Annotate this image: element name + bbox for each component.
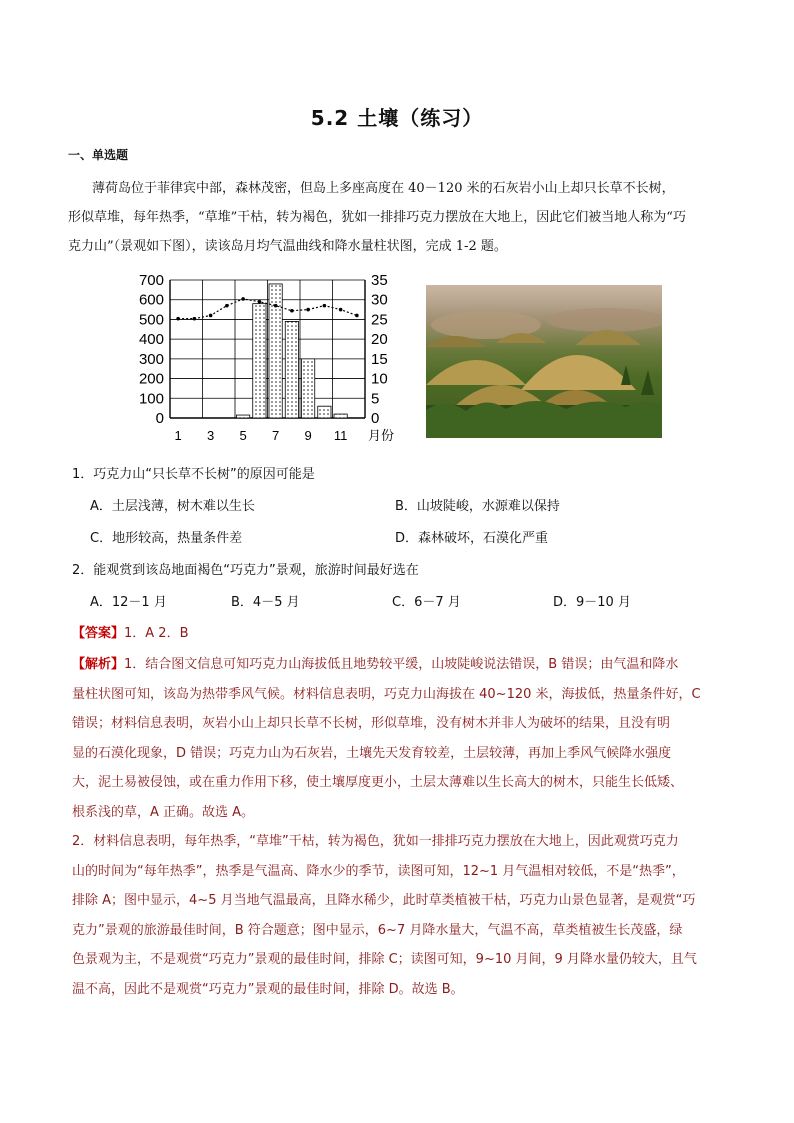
analysis-line: 根系浅的草，A 正确。故选 A。 bbox=[72, 804, 255, 820]
q2-option-b: B．4－5 月 bbox=[231, 595, 300, 610]
precipitation-bar bbox=[237, 415, 250, 418]
analysis-line: 排除 A；图中显示，4~5 月当地气温最高，且降水稀少，此时草类植被干枯，巧克力山景色显著，是观赏“巧 bbox=[72, 893, 696, 908]
analysis-line: 1．结合图文信息可知巧克力山海拔低且地势较平缓，山坡陡峻说法错误，B 错误；由气温和降水 bbox=[124, 657, 679, 672]
q2-option-a: A．12－1 月 bbox=[90, 595, 167, 610]
month-tick-label: 1 bbox=[174, 428, 182, 443]
precip-tick-label: 200 bbox=[138, 370, 164, 388]
question-1-stem: 1．巧克力山“只长草不长树”的原因可能是 bbox=[72, 467, 315, 482]
answer-text: 1．A 2．B bbox=[124, 626, 189, 641]
temperature-point bbox=[290, 309, 294, 313]
precip-tick-label: 400 bbox=[138, 331, 164, 349]
analysis-q2 bbox=[72, 827, 736, 1004]
analysis-line: 2．材料信息表明，每年热季，“草堆”干枯，转为褐色，犹如一排排巧克力摆放在大地上，因此观赏巧克力 bbox=[72, 834, 679, 849]
analysis-line: 温不高，因此不是观赏“巧克力”景观的最佳时间，排除 D。故选 B。 bbox=[72, 981, 464, 997]
precipitation-bar bbox=[302, 359, 315, 418]
temp-tick-label: 5 bbox=[371, 390, 380, 408]
precip-tick-label: 500 bbox=[138, 311, 164, 329]
temperature-point bbox=[355, 314, 359, 318]
analysis-line: 色景观为主，不是观赏“巧克力”景观的最佳时间，排除 C；读图可知，9~10 月间，9 月降水量仍较大，且气 bbox=[72, 952, 697, 967]
temperature-point bbox=[306, 308, 310, 312]
analysis-line: 山的时间为“每年热季”，热季是气温高、降水少的季节，读图可知，12~1 月气温相对较低，不是“热季”， bbox=[72, 863, 685, 879]
q1-option-a: A．土层浅薄，树木难以生长 bbox=[90, 499, 255, 514]
q1-option-b: B．山坡陡峻，水源难以保持 bbox=[395, 499, 560, 514]
month-tick-label: 5 bbox=[239, 428, 247, 443]
temp-tick-label: 35 bbox=[371, 272, 388, 289]
passage bbox=[68, 174, 712, 261]
q1-option-d: D．森林破坏，石漠化严重 bbox=[395, 531, 549, 546]
climate-chart bbox=[130, 268, 410, 450]
analysis-tag: 【解析】 bbox=[72, 657, 125, 672]
month-tick-label: 9 bbox=[304, 428, 312, 443]
month-tick-label: 11 bbox=[333, 428, 348, 443]
temperature-point bbox=[225, 304, 229, 308]
temp-tick-label: 10 bbox=[371, 370, 388, 388]
question-2-stem: 2．能观赏到该岛地面褐色“巧克力”景观，旅游时间最好选在 bbox=[72, 563, 419, 578]
q2-option-d: D．9－10 月 bbox=[553, 595, 631, 610]
temperature-point bbox=[193, 317, 197, 321]
precip-tick-label: 100 bbox=[138, 390, 164, 408]
temp-tick-label: 20 bbox=[371, 331, 388, 349]
precipitation-bar bbox=[253, 304, 266, 418]
page-title: 5.2 土壤（练习） bbox=[310, 106, 484, 130]
precipitation-bar bbox=[334, 414, 347, 418]
temp-tick-label: 15 bbox=[371, 350, 388, 368]
precip-tick-label: 700 bbox=[138, 272, 164, 289]
q1-option-c: C．地形较高，热量条件差 bbox=[90, 531, 243, 546]
analysis-q1 bbox=[72, 650, 736, 827]
temp-tick-label: 30 bbox=[371, 291, 388, 309]
answer-line bbox=[72, 622, 189, 641]
section-heading: 一、单选题 bbox=[68, 148, 129, 162]
passage-line: 克力山”（景观如下图），读该岛月均气温曲线和降水量柱状图，完成 1-2 题。 bbox=[68, 239, 507, 254]
answer-tag: 【答案】 bbox=[72, 626, 125, 641]
analysis-line: 量柱状图可知，该岛为热带季风气候。材料信息表明，巧克力山海拔在 40~120 米，海拔低，热量条件好，C bbox=[72, 686, 701, 702]
analysis-line: 错误；材料信息表明，灰岩小山上却只长草不长树，形似草堆，没有树木并非人为破坏的结果，且没有明 bbox=[72, 716, 671, 731]
q2-option-c: C．6－7 月 bbox=[392, 595, 461, 610]
precip-tick-label: 300 bbox=[138, 350, 164, 368]
temperature-point bbox=[323, 304, 327, 308]
analysis-line: 大，泥土易被侵蚀，或在重力作用下移，使土壤厚度更小，土层太薄难以生长高大的树木，只能生长低矮、 bbox=[72, 775, 684, 790]
analysis-line: 显的石漠化现象，D 错误；巧克力山为石灰岩，土壤先天发育较差，土层较薄，再加上季风气候降水强度 bbox=[72, 745, 672, 761]
temperature-point bbox=[274, 304, 278, 308]
analysis-line: 克力”景观的旅游最佳时间，B 符合题意；图中显示，6~7 月降水量大，气温不高，草类植被生长茂盛，绿 bbox=[72, 922, 683, 938]
temperature-point bbox=[209, 314, 213, 318]
temp-tick-label: 0 bbox=[371, 410, 380, 427]
month-tick-label: 3 bbox=[207, 428, 215, 443]
precip-tick-label: 0 bbox=[155, 410, 164, 427]
chocolate-hills-photo bbox=[426, 285, 662, 438]
precipitation-bar bbox=[318, 406, 331, 418]
temperature-point bbox=[176, 317, 180, 321]
x-axis-label: 月份 bbox=[368, 428, 395, 443]
passage-line: 薄荷岛位于菲律宾中部，森林茂密，但岛上多座高度在 40－120 米的石灰岩小山上却只长草不长树， bbox=[92, 181, 675, 196]
month-tick-label: 7 bbox=[272, 428, 280, 443]
temperature-point bbox=[258, 300, 262, 304]
passage-line: 形似草堆，每年热季，“草堆”干枯，转为褐色，犹如一排排巧克力摆放在大地上，因此它们被当地人称为“巧 bbox=[68, 210, 686, 225]
precipitation-bar bbox=[285, 321, 298, 418]
temperature-point bbox=[339, 308, 343, 312]
temperature-point bbox=[241, 297, 245, 301]
precip-tick-label: 600 bbox=[138, 291, 164, 309]
temp-tick-label: 25 bbox=[371, 311, 388, 329]
